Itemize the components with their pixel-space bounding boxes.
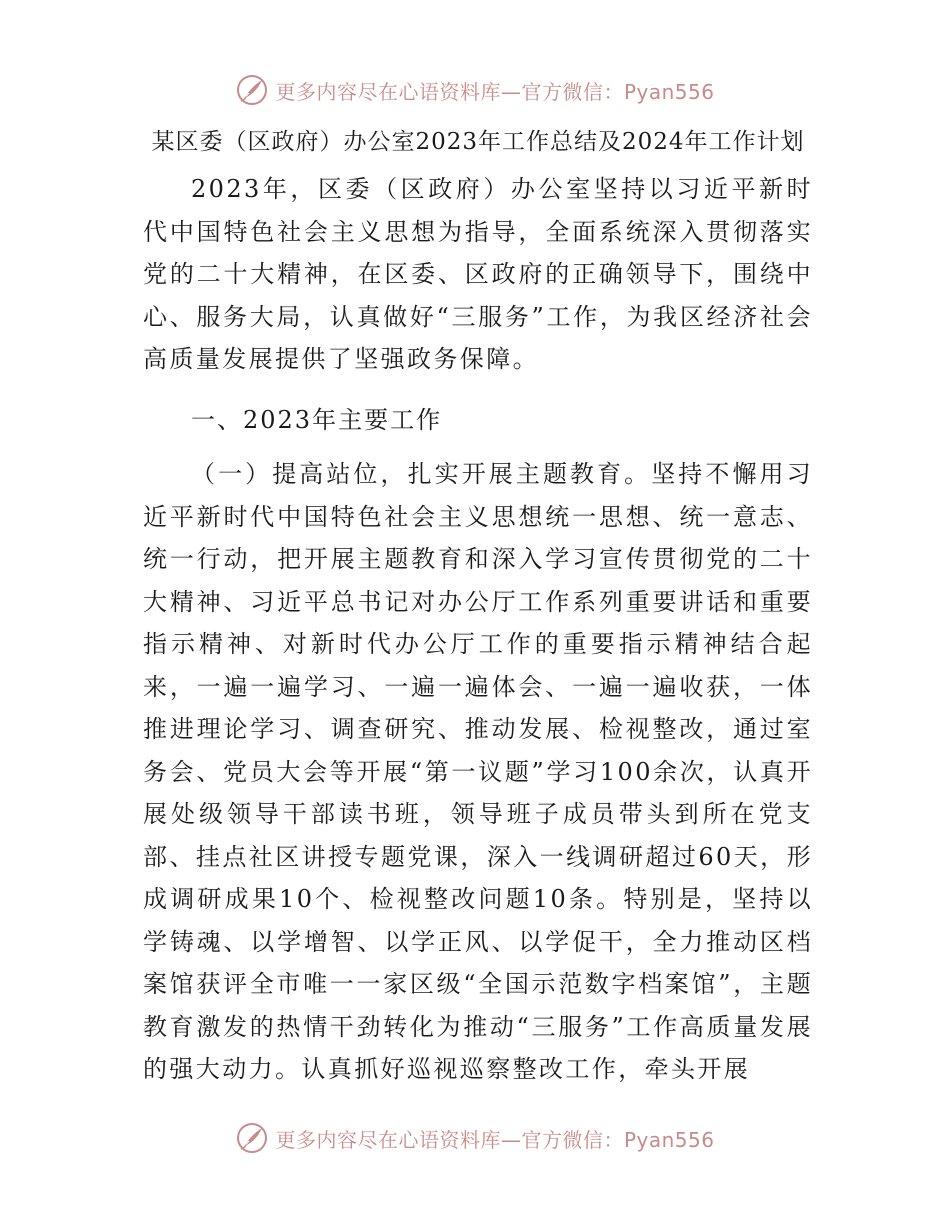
watermark-footer: [0, 1118, 950, 1158]
quill-pen-logo-icon: [235, 1121, 269, 1155]
watermark-text: 更多内容尽在心语资料库—官方微信：Pyan556: [275, 1127, 715, 1152]
section-paragraph: （一）提高站位，扎实开展主题教育。坚持不懈用习近平新时代中国特色社会主义思想统一思想、统一意志、统一行动，把开展主题教育和深入学习宣传贯彻党的二十大精神、习近平总书记对办公厅工作系列重要讲话和重要指示精神、对新时代办公厅工作的重要指示精神结合起来，一遍一遍学习、一遍一遍体会、一遍一遍收获，一体推进理论学习、调查研究、推动发展、检视整改，通过室务会、党员大会等开展“第一议题”学习100余次，认真开展处级领导干部读书班，领导班子成员带头到所在党支部、挂点社区讲授专题党课，深入一线调研超过60天，形成调研成果10个、检视整改问题10条。特别是，坚持以学铸魂、以学增智、以学正风、以学促干，全力推动区档案馆获评全市唯一一家区级“全国示范数字档案馆”，主题教育激发的热情干劲转化为推动“三服务”工作高质量发展的强大动力。认真抓好巡视巡察整改工作，牵头开展: [143, 460, 813, 1083]
watermark-header: [0, 70, 950, 110]
intro-paragraph: 2023年，区委（区政府）办公室坚持以习近平新时代中国特色社会主义思想为指导，全面系统深入贯彻落实党的二十大精神，在区委、区政府的正确领导下，围绕中心、服务大局，认真做好“三服务”工作，为我区经济社会高质量发展提供了坚强政务保障。: [143, 175, 813, 373]
section-heading: 一、2023年主要工作: [191, 405, 443, 434]
watermark-text: 更多内容尽在心语资料库—官方微信：Pyan556: [275, 79, 715, 104]
document-title: 某区委（区政府）办公室2023年工作总结及2024年工作计划: [151, 129, 805, 155]
quill-pen-logo-icon: [235, 73, 269, 107]
document-body: [143, 120, 813, 1091]
